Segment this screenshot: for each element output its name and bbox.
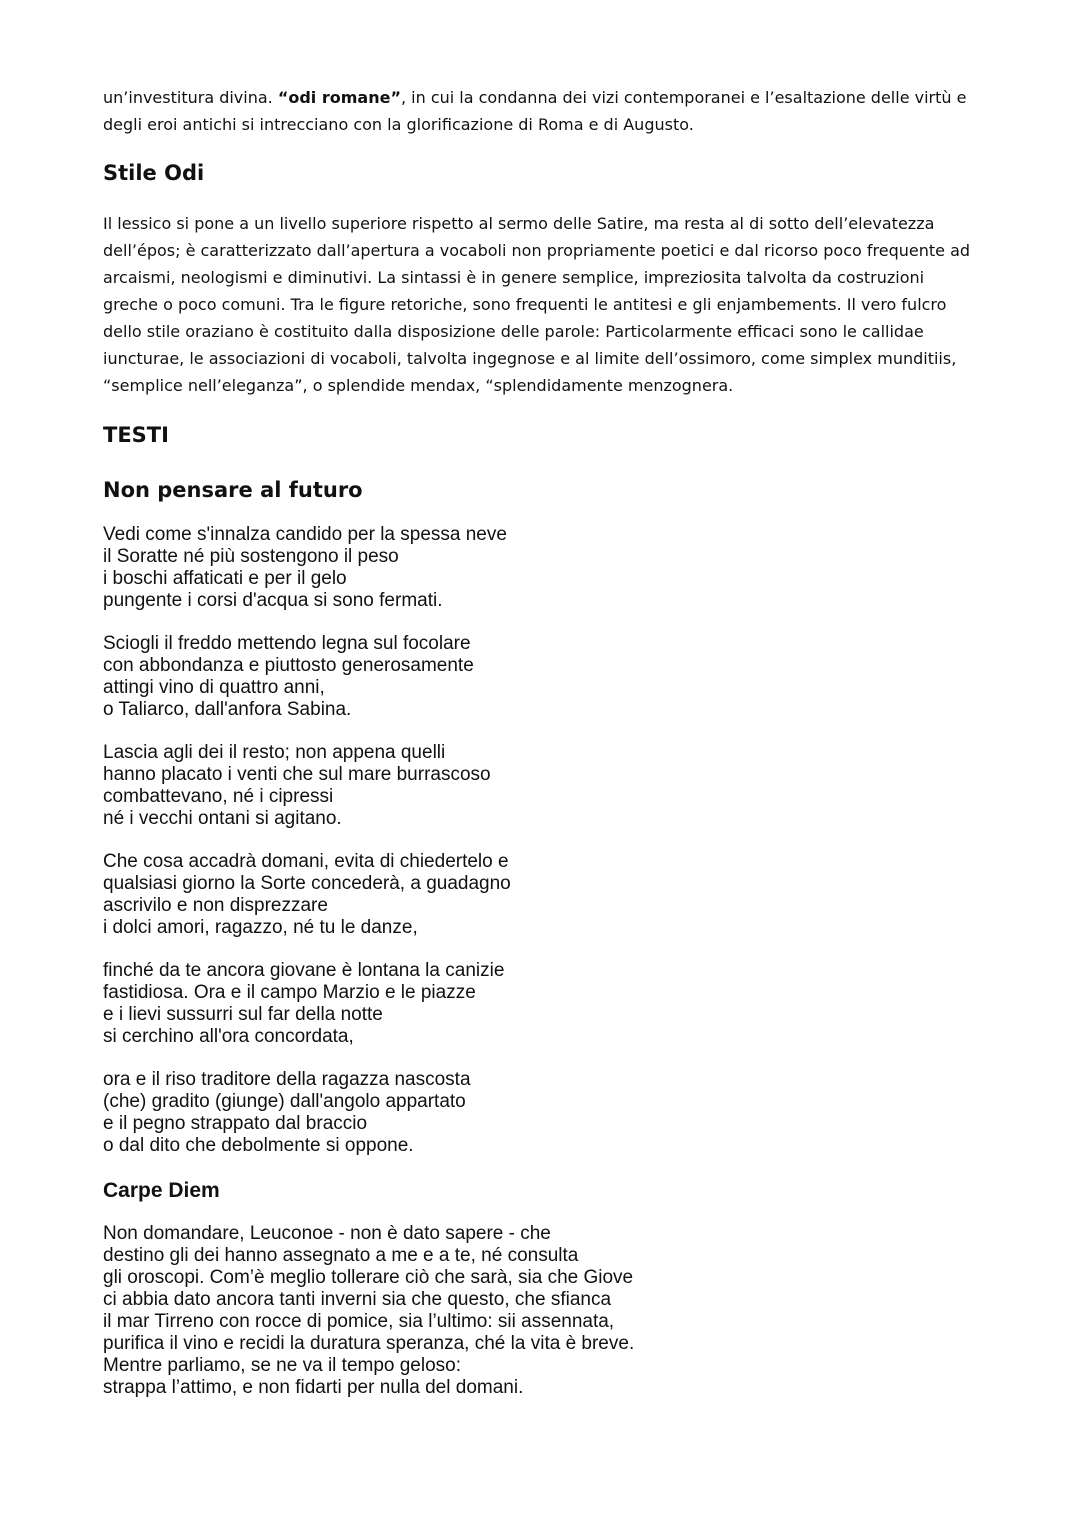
poem-stanza bbox=[103, 524, 983, 612]
poem-line: qualsiasi giorno la Sorte concederà, a guadagno bbox=[103, 873, 511, 894]
style-line: Il lessico si pone a un livello superiore rispetto al sermo delle Satire, ma resta al di sotto dell’elevatezza bbox=[103, 214, 935, 233]
style-paragraph bbox=[103, 210, 983, 399]
poem-non-pensare-al-futuro bbox=[103, 524, 983, 1157]
poem-stanza bbox=[103, 1069, 983, 1157]
poem-line: e i lievi sussurri sul far della notte bbox=[103, 1004, 383, 1025]
poem-line: o Taliarco, dall'anfora Sabina. bbox=[103, 699, 352, 720]
style-line: arcaismi, neologismi e diminutivi. La sintassi è in genere semplice, impreziosita talvolta da costruzioni bbox=[103, 268, 925, 287]
poem-line: ascrivilo e non disprezzare bbox=[103, 895, 328, 916]
poem-line: i dolci amori, ragazzo, né tu le danze, bbox=[103, 917, 418, 938]
poem-line: destino gli dei hanno assegnato a me e a te, né consulta bbox=[103, 1245, 579, 1266]
poem-stanza bbox=[103, 633, 983, 721]
poem-line: il mar Tirreno con rocce di pomice, sia l’ultimo: sii assennata, bbox=[103, 1311, 615, 1332]
poem-stanza bbox=[103, 742, 983, 830]
poem-line: hanno placato i venti che sul mare burrascoso bbox=[103, 764, 491, 785]
poem-line: o dal dito che debolmente si oppone. bbox=[103, 1135, 414, 1156]
poem-carpe-diem bbox=[103, 1223, 983, 1399]
poem-line: gli oroscopi. Com’è meglio tollerare ciò che sarà, sia che Giove bbox=[103, 1267, 634, 1288]
style-line: dell’épos; è caratterizzato dall’apertura a vocaboli non propriamente poetici e dal ricorso poco frequente ad bbox=[103, 241, 971, 260]
poem-line: fastidiosa. Ora e il campo Marzio e le piazze bbox=[103, 982, 476, 1003]
poem-line: purifica il vino e recidi la duratura speranza, ché la vita è breve. bbox=[103, 1333, 635, 1354]
style-line: “semplice nell’eleganza”, o splendide mendax, “splendidamente menzognera. bbox=[103, 376, 734, 395]
poem-title-carpe-diem: Carpe Diem bbox=[103, 1179, 220, 1202]
poem-title-non-pensare-al-futuro: Non pensare al futuro bbox=[103, 478, 363, 502]
poem-line: con abbondanza e piuttosto generosamente bbox=[103, 655, 474, 676]
poem-line: né i vecchi ontani si agitano. bbox=[103, 808, 342, 829]
poem-line: Che cosa accadrà domani, evita di chiedertelo e bbox=[103, 851, 509, 872]
poem-line: Non domandare, Leuconoe - non è dato sapere - che bbox=[103, 1223, 551, 1244]
odi-romane-bold: “odi romane” bbox=[277, 88, 401, 107]
style-line: iuncturae, le associazioni di vocaboli, talvolta ingegnose e al limite dell’ossimoro, come simplex munditiis, bbox=[103, 349, 957, 368]
poem-line: ci abbia dato ancora tanti inverni sia che questo, che sfianca bbox=[103, 1289, 612, 1310]
poem-line: Vedi come s'innalza candido per la spessa neve bbox=[103, 524, 507, 545]
poem-line: il Soratte né più sostengono il peso bbox=[103, 546, 399, 567]
poem-line: Sciogli il freddo mettendo legna sul focolare bbox=[103, 633, 471, 654]
intro-line-1: un’investitura divina. “odi romane”, in cui la condanna dei vizi contemporanei e l’esaltazione delle virtù e bbox=[103, 88, 967, 107]
poem-stanza bbox=[103, 851, 983, 939]
poem-line: combattevano, né i cipressi bbox=[103, 786, 334, 807]
style-line: greche o poco comuni. Tra le figure retoriche, sono frequenti le antitesi e gli enjambements. Il vero fulcro bbox=[103, 295, 947, 314]
document-page bbox=[103, 84, 983, 1399]
intro-paragraph bbox=[103, 84, 983, 138]
poem-line: pungente i corsi d'acqua si sono fermati. bbox=[103, 590, 443, 611]
poem-line: si cerchino all'ora concordata, bbox=[103, 1026, 354, 1047]
poem-line: attingi vino di quattro anni, bbox=[103, 677, 325, 698]
style-line: dello stile oraziano è costituito dalla disposizione delle parole: Particolarmente efficaci sono le callidae bbox=[103, 322, 924, 341]
poem-line: e il pegno strappato dal braccio bbox=[103, 1113, 368, 1134]
poem-line: i boschi affaticati e per il gelo bbox=[103, 568, 347, 589]
poem-stanza bbox=[103, 960, 983, 1048]
poem-line: (che) gradito (giunge) dall'angolo appartato bbox=[103, 1091, 466, 1112]
poem-line: ora e il riso traditore della ragazza nascosta bbox=[103, 1069, 471, 1090]
section-title-stile-odi: Stile Odi bbox=[103, 161, 205, 185]
intro-line-2: degli eroi antichi si intrecciano con la glorificazione di Roma e di Augusto. bbox=[103, 115, 694, 134]
poem-line: strappa l’attimo, e non fidarti per nulla del domani. bbox=[103, 1377, 524, 1398]
section-title-testi: TESTI bbox=[103, 423, 169, 447]
poem-line: finché da te ancora giovane è lontana la canizie bbox=[103, 960, 505, 981]
poem-line: Lascia agli dei il resto; non appena quelli bbox=[103, 742, 446, 763]
poem-line: Mentre parliamo, se ne va il tempo geloso: bbox=[103, 1355, 462, 1376]
